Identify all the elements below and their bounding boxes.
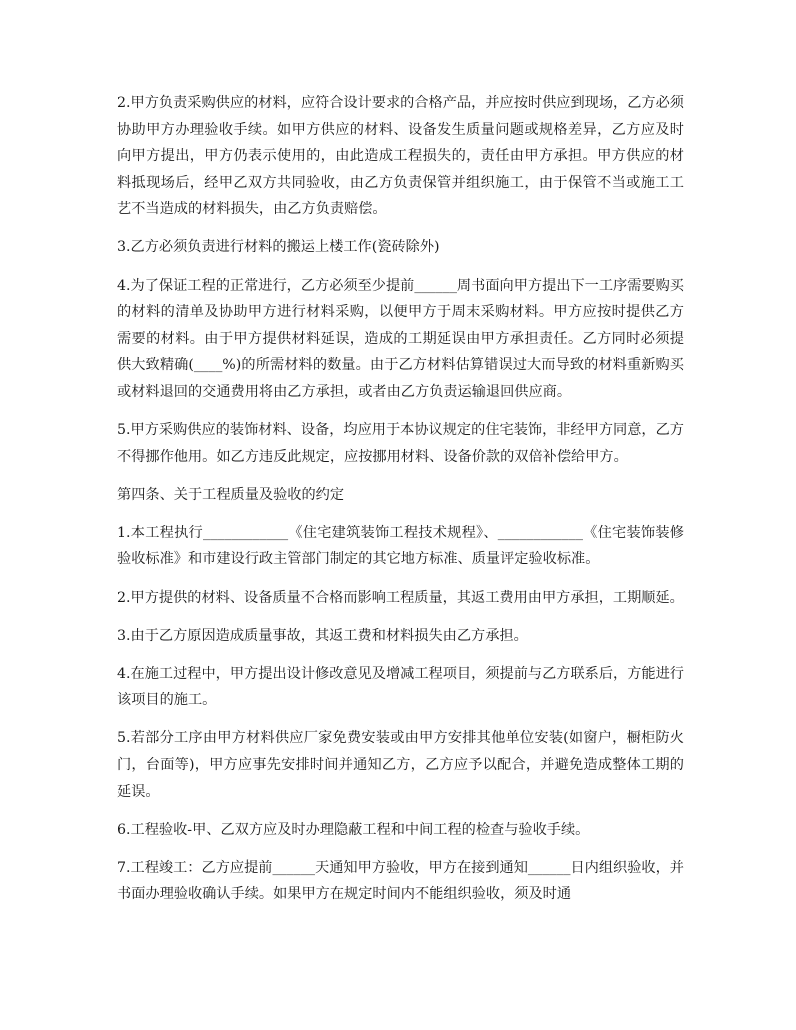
document-page	[117, 90, 684, 919]
clause-material-usage: 5.甲方采购供应的装饰材料、设备，均应用于本协议规定的住宅装饰，非经甲方同意，乙方不得挪作他用。如乙方违反此规定，应按挪用材料、设备价款的双倍补偿给甲方。	[117, 422, 684, 465]
clause-material-carrying: 3.乙方必须负责进行材料的搬运上楼工作(瓷砖除外)	[117, 239, 440, 256]
clause-material-ordering: 4.为了保证工程的正常进行，乙方必须至少提前______周书面向甲方提出下一工序需要购买的材料的清单及协助甲方进行材料采购，以便甲方于周末采购材料。甲方应按时提供乙方需要的材料。由于甲方提供材料延误，造成的工期延误由甲方承担责任。乙方同时必须提供大致精确(____%)的所需材料的数量。由于乙方材料估算错误过大而导致的材料重新购买或材料退回的交通费用将由乙方承担，或者由乙方负责运输退回供应商。	[117, 277, 684, 400]
section-heading-quality-acceptance: 第四条、关于工程质量及验收的约定	[117, 486, 345, 503]
clause-inspection: 6.工程验收-甲、乙双方应及时办理隐蔽工程和中间工程的检查与验收手续。	[117, 821, 590, 838]
clause-quality-accident: 3.由于乙方原因造成质量事故，其返工费和材料损失由乙方承担。	[117, 627, 528, 644]
clause-third-party-installation: 5.若部分工序由甲方材料供应厂家免费安装或由甲方安排其他单位安装(如窗户，橱柜防火门，台面等)，甲方应事先安排时间并通知乙方，乙方应予以配合，并避免造成整体工期的延误。	[117, 730, 684, 800]
clause-design-changes: 4.在施工过程中，甲方提出设计修改意见及增减工程项目，须提前与乙方联系后，方能进行该项目的施工。	[117, 665, 684, 709]
clause-completion: 7.工程竣工：乙方应提前______天通知甲方验收，甲方在接到通知______日内组织验收，并书面办理验收确认手续。如果甲方在规定时间内不能组织验收，须及时通	[117, 859, 684, 903]
clause-defective-materials: 2.甲方提供的材料、设备质量不合格而影响工程质量，其返工费用由甲方承担，工期顺延。	[117, 589, 684, 606]
clause-standards: 1.本工程执行____________《住宅建筑装饰工程技术规程》、____________《住宅装饰装修验收标准》和市建设行政主管部门制定的其它地方标准、质量评定验收标准。	[117, 524, 684, 568]
clause-material-supply: 2.甲方负责采购供应的材料，应符合设计要求的合格产品，并应按时供应到现场，乙方必须协助甲方办理验收手续。如甲方供应的材料、设备发生质量问题或规格差异，乙方应及时向甲方提出，甲方仍表示使用的，由此造成工程损失的，责任由甲方承担。甲方供应的材料抵现场后，经甲乙双方共同验收，由乙方负责保管并组织施工，由于保管不当或施工工艺不当造成的材料损失，由乙方负责赔偿。	[117, 95, 684, 218]
